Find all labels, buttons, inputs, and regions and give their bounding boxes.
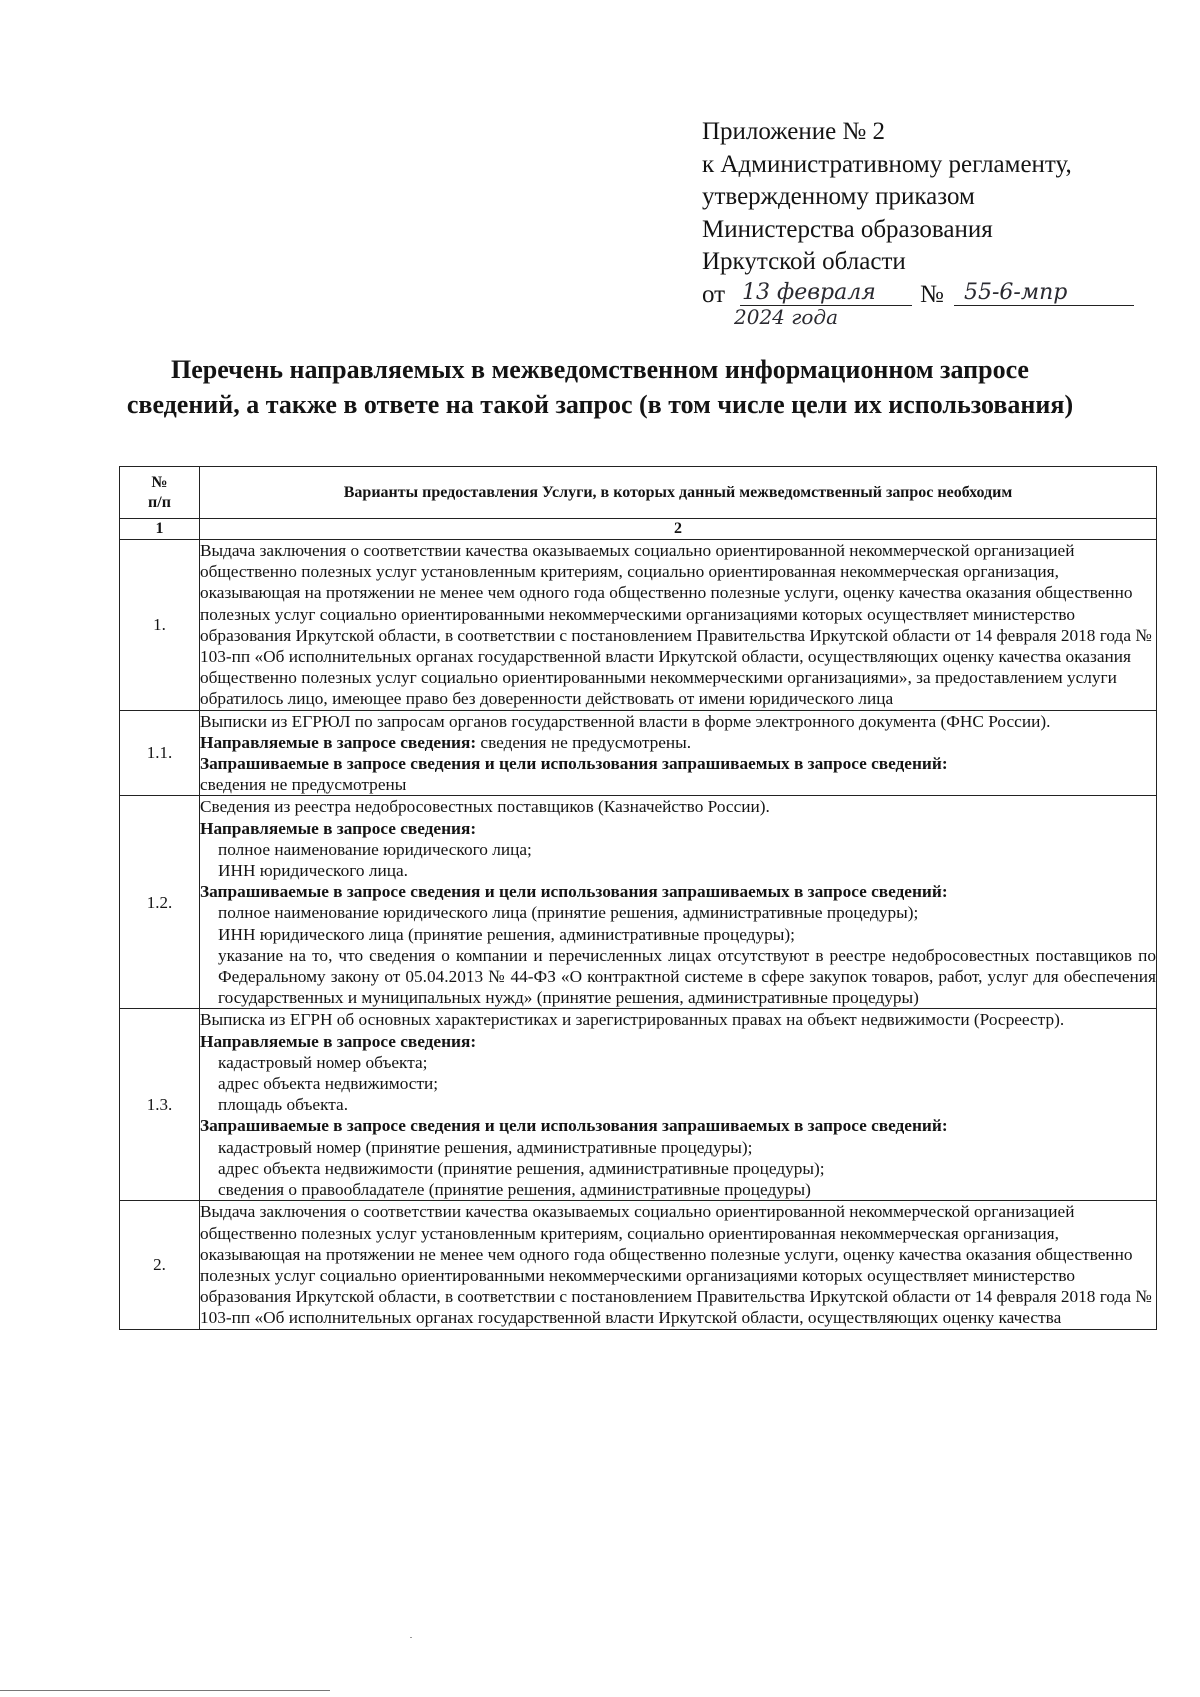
row-paragraph <box>200 839 1156 860</box>
row-content <box>200 1009 1157 1201</box>
appendix-block <box>702 116 1072 329</box>
number-underline <box>954 305 1134 306</box>
paragraph-text: ИНН юридического лица. <box>218 861 408 881</box>
row-paragraph <box>200 732 1156 753</box>
footer-rule <box>0 1690 330 1691</box>
row-paragraph <box>200 753 1156 774</box>
row-paragraph <box>200 711 1156 732</box>
bold-label: Направляемые в запросе сведения: <box>200 818 477 838</box>
row-content <box>200 1201 1157 1329</box>
bold-label: Запрашиваемые в запросе сведения и цели использования запрашиваемых в запросе сведений: <box>200 882 948 902</box>
table-row <box>120 1009 1157 1201</box>
row-paragraph <box>200 945 1156 1009</box>
row-paragraph <box>200 924 1156 945</box>
row-paragraph <box>200 860 1156 881</box>
bold-label: Направляемые в запросе сведения: <box>200 1031 477 1051</box>
header-text: Варианты предоставления Услуги, в которых данный межведомственный запрос необходим <box>200 467 1157 519</box>
paragraph-text: адрес объекта недвижимости (принятие решения, административные процедуры); <box>218 1158 825 1178</box>
paragraph-text: адрес объекта недвижимости; <box>218 1074 439 1094</box>
paragraph-text: сведения не предусмотрены. <box>476 732 692 752</box>
bold-label: Направляемые в запросе сведения: <box>200 732 477 752</box>
row-paragraph <box>200 818 1156 839</box>
paragraph-text: кадастровый номер объекта; <box>218 1052 428 1072</box>
row-content <box>200 540 1157 711</box>
paragraph-text: Выдача заключения о соответствии качества оказываемых социально ориентированной некоммерческой организацией общественно полезных услуг установленным критериям, социально ориентированная некоммерческая организация, оказывающая на протяжении не менее чем одного года общественно полезные услуги, оценку качества оказания общественно полезных услуг социально ориентированными некоммерческими организациями которых осуществляет министерство образования Иркутской области, в соответствии с постановлением Правительства Иркутской области от 14 февраля 2018 года № 103-пп «Об исполнительных органах государственной власти Иркутской области, осуществляющих оценку качества <box>200 1202 1152 1328</box>
row-paragraph <box>200 1009 1156 1030</box>
paragraph-text: Выписки из ЕГРЮЛ по запросам органов государственной власти в форме электронного документа (ФНС России). <box>200 711 1051 731</box>
appendix-line: Приложение № 2 <box>702 118 886 145</box>
col-number: 1 <box>120 519 200 540</box>
row-paragraph <box>200 1201 1156 1328</box>
row-paragraph <box>200 774 1156 795</box>
handwritten-date: 13 февраля <box>742 279 876 305</box>
row-paragraph <box>200 796 1156 817</box>
row-number: 1. <box>120 540 200 711</box>
row-paragraph <box>200 540 1156 710</box>
paragraph-text: указание на то, что сведения о компании и перечисленных лицах отсутствуют в реестре недобросовестных поставщиков по Федеральному закону от 05.04.2013 № 44-ФЗ «О контрактной системе в сфере закупок товаров, работ, услуг для обеспечения государственных и муниципальных нужд» (принятие решения, административные процедуры) <box>218 945 1156 1008</box>
table-body <box>120 540 1157 1330</box>
col-number: 2 <box>200 519 1157 540</box>
handwritten-year: 2024 года <box>734 304 839 329</box>
bold-label: Запрашиваемые в запросе сведения и цели использования запрашиваемых в запросе сведений: <box>200 754 948 774</box>
paragraph-text: полное наименование юридического лица; <box>218 839 532 859</box>
date-prefix: от <box>702 280 726 308</box>
row-paragraph <box>200 1052 1156 1073</box>
table-row <box>120 796 1157 1009</box>
paragraph-text: Сведения из реестра недобросовестных поставщиков (Казначейство России). <box>200 797 770 817</box>
number-sign: № <box>920 280 944 308</box>
table-row <box>120 540 1157 711</box>
row-paragraph <box>200 1179 1156 1200</box>
appendix-line: Иркутской области <box>702 248 906 275</box>
row-paragraph <box>200 1031 1156 1052</box>
paragraph-text: площадь объекта. <box>218 1095 349 1115</box>
row-number: 1.2. <box>120 796 200 1009</box>
paragraph-text: сведения не предусмотрены <box>200 775 407 795</box>
appendix-line: к Административному регламенту, <box>702 150 1072 178</box>
row-paragraph <box>200 1137 1156 1158</box>
row-paragraph <box>200 902 1156 923</box>
appendix-line: Министерства образования <box>702 215 993 243</box>
paragraph-text: Выписка из ЕГРН об основных характеристиках и зарегистрированных правах на объект недвижимости (Росреестр). <box>200 1010 1065 1030</box>
paragraph-text: Выдача заключения о соответствии качества оказываемых социально ориентированной некоммерческой организацией общественно полезных услуг установленным критериям, социально ориентированная некоммерческая организация, оказывающая на протяжении не менее чем одного года общественно полезные услуги, оценку качества оказания общественно полезных услуг социально ориентированными некоммерческими организациями которых осуществляет министерство образования Иркутской области, в соответствии с постановлением Правительства Иркутской области от 14 февраля 2018 года № 103-пп «Об исполнительных органах государственной власти Иркутской области, осуществляющих оценку качества оказания общественно полезных услуг социально ориентированными некоммерческими организациями», за предоставлением услуги обратилось лицо, имеющее право без доверенности действовать от имени юридического лица <box>200 541 1152 709</box>
row-paragraph <box>200 1073 1156 1094</box>
row-number: 1.1. <box>120 710 200 796</box>
scan-speck <box>410 1637 412 1638</box>
paragraph-text: ИНН юридического лица (принятие решения, административные процедуры); <box>218 924 795 944</box>
column-number-row <box>120 519 1157 540</box>
table-row <box>120 1201 1157 1329</box>
appendix-line: утвержденному приказом <box>702 183 975 210</box>
handwritten-number: 55-6-мпр <box>964 279 1068 305</box>
row-number: 1.3. <box>120 1009 200 1201</box>
row-content <box>200 796 1157 1009</box>
bold-label: Запрашиваемые в запросе сведения и цели использования запрашиваемых в запросе сведений: <box>200 1116 948 1136</box>
document-title: Перечень направляемых в межведомственном информационном запросе сведений, а также в ответе на такой запрос (в том числе цели их использования) <box>126 355 1074 419</box>
row-paragraph <box>200 1115 1156 1136</box>
paragraph-text: сведения о правообладателе (принятие решения, административные процедуры) <box>218 1180 811 1200</box>
order-date-line <box>702 279 1072 329</box>
row-number: 2. <box>120 1201 200 1329</box>
table-row <box>120 710 1157 796</box>
paragraph-text: кадастровый номер (принятие решения, административные процедуры); <box>218 1137 753 1157</box>
row-content <box>200 710 1157 796</box>
header-num: № п/п <box>120 467 200 519</box>
row-paragraph <box>200 1158 1156 1179</box>
row-paragraph <box>200 1094 1156 1115</box>
requests-table <box>119 466 1157 1330</box>
table-header-row <box>120 467 1157 519</box>
row-paragraph <box>200 881 1156 902</box>
paragraph-text: полное наименование юридического лица (принятие решения, административные процедуры); <box>218 903 919 923</box>
